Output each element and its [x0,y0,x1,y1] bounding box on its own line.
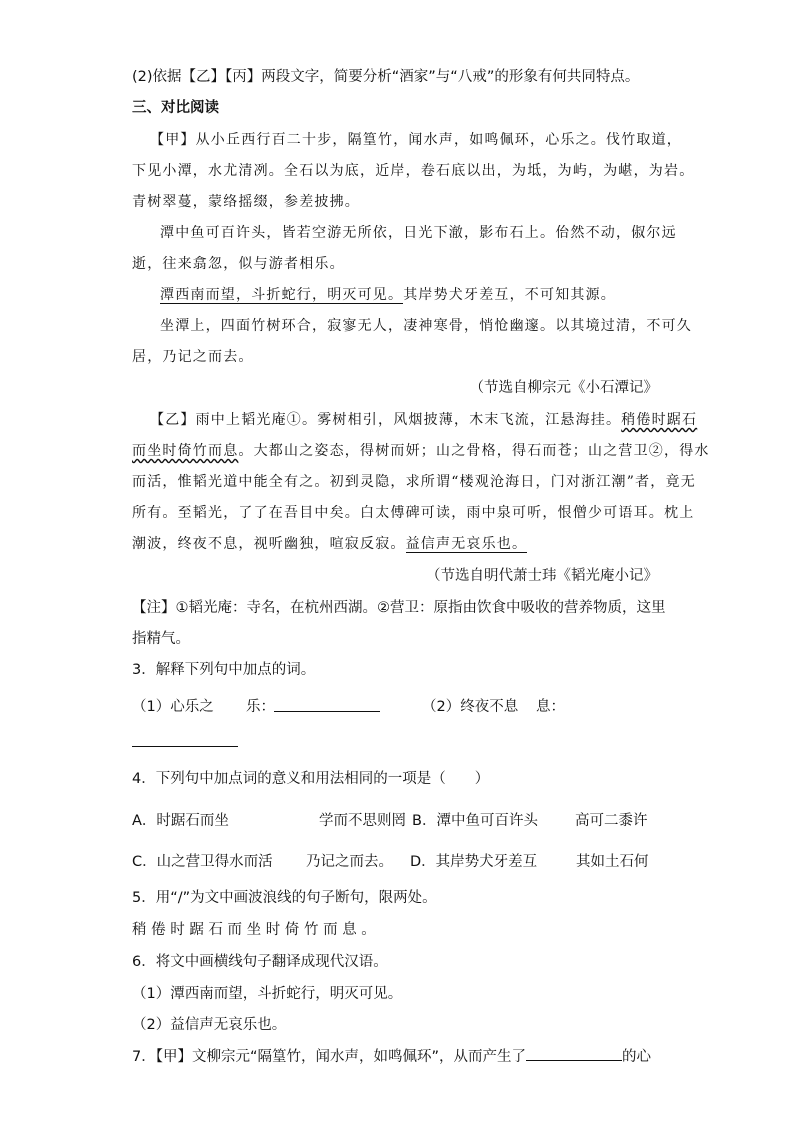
yi-line5 [132,534,527,554]
yi-wavy-sentence-part2: 而坐时倚竹而息 [132,443,239,459]
option-a-compare: 学而不思则罔 [319,813,406,829]
question-7-tail: 的心 [622,1049,651,1065]
question-4-title: 4．下列句中加点词的意义和用法相同的一项是（ ） [132,771,490,787]
jia-source: （节选自柳宗元《小石潭记》 [469,380,658,396]
yi-line2 [132,441,710,461]
question-3-item1-label: 乐： [246,699,275,715]
yi-line4: 所有。至韬光，了了在吾目中矣。白太傅碑可读，雨中泉可听，恨僧少可语耳。枕上 [132,505,695,521]
question-7-text: 7．【甲】文柳宗元“隔篁竹，闻水声，如鸣佩环”，从而产生了 [132,1049,526,1065]
section-title: 三、对比阅读 [132,100,219,116]
question-6-title: 6．将文中画横线句子翻译成现代汉语。 [132,954,388,970]
yi-source: （节选自明代萧士玮《韬光庵小记》 [426,568,658,584]
note-line1: 【注】①韬光庵：寺名，在杭州西湖。②营卫：原指由饮食中吸收的营养物质，这里 [132,600,666,616]
question-3-item2-word: （2）终夜不息 [422,699,519,715]
jia-p4-line1: 坐潭上，四面竹树环合，寂寥无人，凄神寒骨，悄怆幽邃。以其境过清，不可久 [160,318,692,334]
option-d-sentence: D．其岸势犬牙差互 [410,854,538,870]
jia-p1-line3: 青树翠蔓，蒙络摇缀，参差披拂。 [132,194,360,210]
yi-line5-text: 潮波，终夜不息，视听幽独，喧寂反寂。 [132,536,406,552]
option-c-sentence: C．山之营卫得水而活 [132,854,273,870]
jia-p3-rest: 其岸势犬牙差互，不可知其源。 [403,287,617,303]
question-6-item1: （1）潭西南而望，斗折蛇行，明灭可见。 [132,986,403,1002]
option-c-compare: 乃记之而去。 [306,854,393,870]
note-line2: 指精气。 [132,631,190,647]
yi-underlined-sentence: 益信声无哀乐也。 [405,536,528,552]
yi-line3: 而活，惟韬光道中能全有之。初到灵隐，求所谓“楼观沧海日，门对浙江潮”者，竟无 [132,474,696,490]
option-d-compare: 其如土石何 [576,854,649,870]
question-5-sentence: 稍 倦 时 踞 石 而 坐 时 倚 竹 而 息 。 [132,922,376,938]
yi-line1-text: 【乙】雨中上韬光庵①。雾树相引，风烟披薄，木末飞流，江悬海挂。 [150,412,622,428]
jia-p4-line2: 居，乃记之而去。 [132,349,254,365]
jia-p2-line2: 逝，往来翕忽，似与游者相乐。 [132,256,345,272]
answer-blank-3-2[interactable] [132,732,238,747]
question-3-item2-label: 息： [536,699,565,715]
jia-p3-line [160,285,616,305]
yi-line1 [150,410,697,430]
jia-p2-line1: 潭中鱼可百许头，皆若空游无所依，日光下澈，影布石上。佁然不动，俶尔远 [160,225,677,241]
question-5-title: 5．用“/”为文中画波浪线的句子断句，限两处。 [132,890,437,906]
question-6-item2: （2）益信声无哀乐也。 [132,1017,287,1033]
question-7-line [132,1046,651,1067]
question-3-title: 3．解释下列句中加点的词。 [132,662,316,678]
question-3-item1-word: （1）心乐之 [132,699,214,715]
jia-p1-line1: 【甲】从小丘西行百二十步，隔篁竹，闻水声，如鸣佩环，心乐之。伐竹取道， [150,132,682,148]
yi-wavy-sentence-part1: 稍倦时踞石 [621,412,698,428]
answer-blank-3-1[interactable] [274,697,380,712]
option-b-compare: 高可二黍许 [575,813,648,829]
option-b-sentence: B．潭中鱼可百许头 [412,813,538,829]
jia-underlined-sentence: 潭西南而望，斗折蛇行，明灭可见。 [160,287,404,303]
question-2-line: (2)依据【乙】【丙】两段文字，简要分析“酒家”与“八戒”的形象有何共同特点。 [132,69,640,85]
answer-blank-7[interactable] [526,1046,622,1061]
yi-line2-rest: 。大都山之姿态，得树而妍；山之骨格，得石而苍；山之营卫②，得水 [238,443,710,459]
option-a-sentence: A．时踞石而坐 [132,813,229,829]
jia-p1-line2: 下见小潭，水尤清冽。全石以为底，近岸，卷石底以出，为坻，为屿，为嵁，为岩。 [132,163,695,179]
